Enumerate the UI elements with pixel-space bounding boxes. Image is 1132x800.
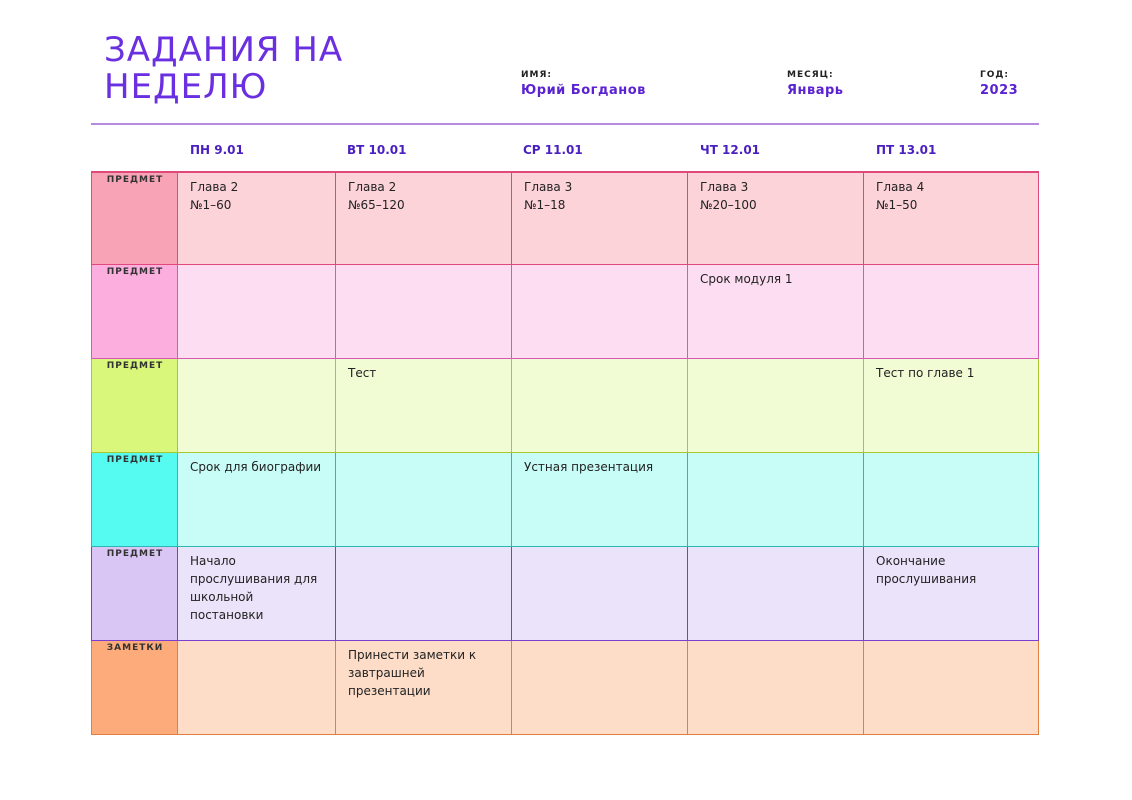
day-header-mon: ПН 9.01 <box>190 143 244 157</box>
cell-text: Срок для биографии <box>190 460 322 474</box>
schedule-cell[interactable] <box>688 359 864 452</box>
schedule-row <box>91 453 1039 547</box>
schedule-cell[interactable] <box>512 453 688 546</box>
schedule-cell[interactable] <box>336 359 512 452</box>
cell-text: Начало прослушивания для школьной постановки <box>190 554 318 622</box>
cell-text: Глава 2 №1–60 <box>190 180 239 212</box>
schedule-cell[interactable] <box>688 547 864 640</box>
notes-cell[interactable] <box>512 641 688 734</box>
row-label: ЗАМЕТКИ <box>106 643 164 653</box>
notes-row <box>91 641 1039 735</box>
day-header-thu: ЧТ 12.01 <box>700 143 761 157</box>
schedule-cell[interactable] <box>688 265 864 358</box>
day-header-tue: ВТ 10.01 <box>347 143 407 157</box>
schedule-cell[interactable] <box>864 359 1038 452</box>
row-label-cell <box>92 453 178 546</box>
page-title <box>104 32 343 106</box>
schedule-cell[interactable] <box>178 265 336 358</box>
name-block <box>521 70 646 98</box>
cell-text: Глава 2 №65–120 <box>348 180 405 212</box>
schedule-row <box>91 265 1039 359</box>
row-label: ПРЕДМЕТ <box>106 361 164 371</box>
schedule-cell[interactable] <box>512 359 688 452</box>
name-label: ИМЯ: <box>521 70 553 80</box>
schedule-cell[interactable] <box>178 453 336 546</box>
row-label: ПРЕДМЕТ <box>106 267 164 277</box>
cell-text: Тест по главе 1 <box>876 366 975 380</box>
schedule-cell[interactable] <box>336 453 512 546</box>
schedule-cell[interactable] <box>864 453 1038 546</box>
schedule-cell[interactable] <box>864 265 1038 358</box>
notes-cell[interactable] <box>688 641 864 734</box>
cell-text: Устная презентация <box>524 460 654 474</box>
schedule-cell[interactable] <box>688 453 864 546</box>
schedule-grid <box>91 171 1039 735</box>
schedule-cell[interactable] <box>688 173 864 264</box>
cell-text: Тест <box>348 366 377 380</box>
day-header-fri: ПТ 13.01 <box>876 143 937 157</box>
notes-cell[interactable] <box>178 641 336 734</box>
year-block <box>980 70 1018 98</box>
row-label: ПРЕДМЕТ <box>106 549 164 559</box>
title-line-2: НЕДЕЛЮ <box>104 67 268 107</box>
month-label: МЕСЯЦ: <box>787 70 834 80</box>
schedule-cell[interactable] <box>178 173 336 264</box>
row-label-cell <box>92 547 178 640</box>
schedule-cell[interactable] <box>512 173 688 264</box>
day-header-wed: СР 11.01 <box>523 143 583 157</box>
schedule-cell[interactable] <box>864 547 1038 640</box>
row-label-cell <box>92 173 178 264</box>
cell-text: Глава 4 №1–50 <box>876 180 925 212</box>
schedule-cell[interactable] <box>512 265 688 358</box>
schedule-cell[interactable] <box>336 265 512 358</box>
notes-cell[interactable] <box>864 641 1038 734</box>
schedule-row <box>91 547 1039 641</box>
cell-text: Принести заметки к завтрашней презентации <box>348 648 477 698</box>
schedule-cell[interactable] <box>864 173 1038 264</box>
row-label-cell <box>92 359 178 452</box>
schedule-cell[interactable] <box>336 547 512 640</box>
schedule-cell[interactable] <box>178 359 336 452</box>
row-label: ПРЕДМЕТ <box>106 455 164 465</box>
row-label-cell <box>92 641 178 734</box>
schedule-row <box>91 171 1039 265</box>
row-label: ПРЕДМЕТ <box>106 175 164 185</box>
notes-cell[interactable] <box>336 641 512 734</box>
cell-text: Окончание прослушивания <box>876 554 977 586</box>
title-line-1: ЗАДАНИЯ НА <box>104 30 344 70</box>
month-value[interactable]: Январь <box>787 83 844 98</box>
schedule-row <box>91 359 1039 453</box>
year-value[interactable]: 2023 <box>980 83 1019 98</box>
cell-text: Срок модуля 1 <box>700 272 793 286</box>
schedule-cell[interactable] <box>512 547 688 640</box>
schedule-cell[interactable] <box>336 173 512 264</box>
cell-text: Глава 3 №20–100 <box>700 180 757 212</box>
name-value[interactable]: Юрий Богданов <box>521 83 646 98</box>
cell-text: Глава 3 №1–18 <box>524 180 573 212</box>
schedule-cell[interactable] <box>178 547 336 640</box>
day-header-row <box>0 143 1132 161</box>
year-label: ГОД: <box>980 70 1010 80</box>
month-block <box>787 70 844 98</box>
row-label-cell <box>92 265 178 358</box>
header-divider <box>91 123 1039 125</box>
